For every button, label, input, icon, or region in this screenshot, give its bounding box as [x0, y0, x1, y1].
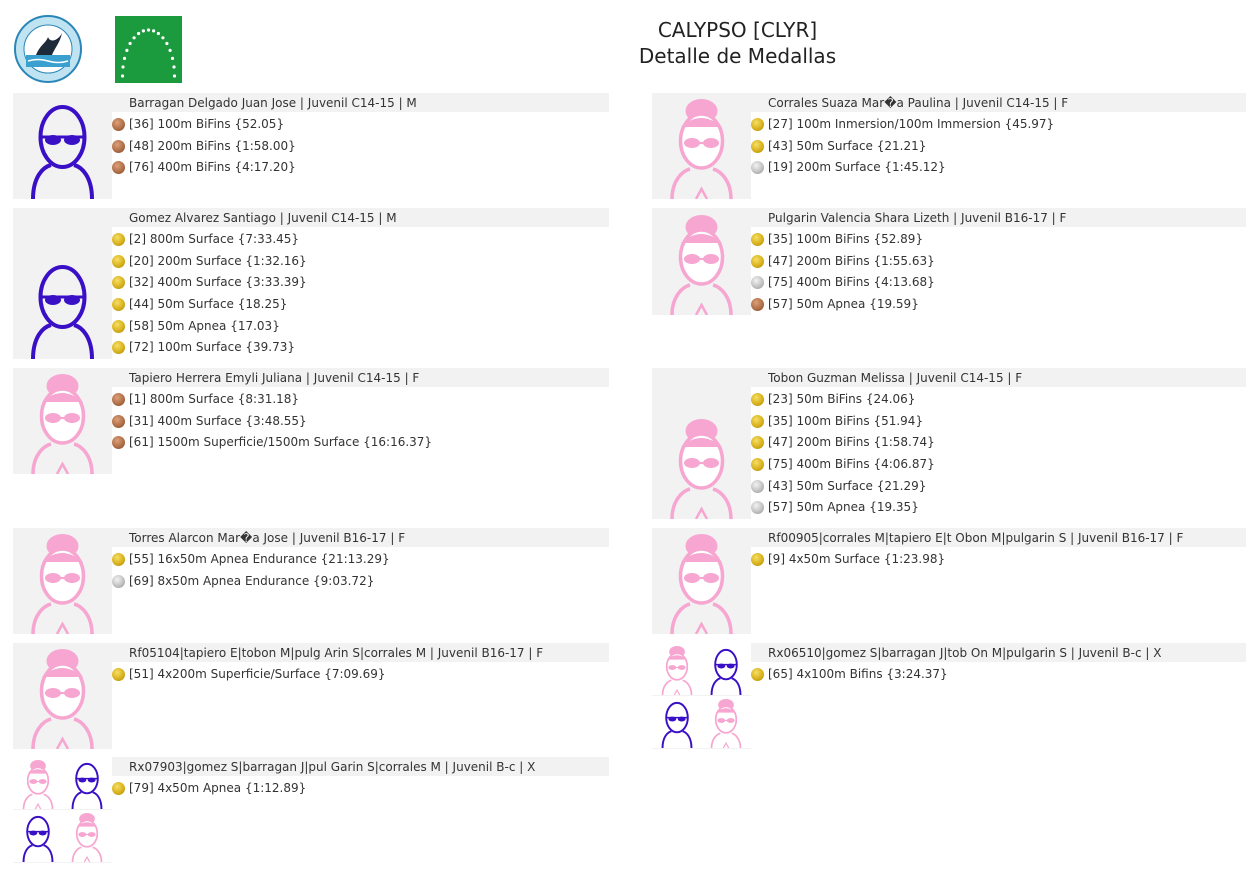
medal-item: [112, 157, 296, 179]
medal-text: [35] 100m BiFins {51.94}: [768, 413, 924, 428]
female-avatar-icon: [13, 528, 112, 634]
medal-item: [112, 411, 432, 433]
bronze-medal-icon: [112, 393, 125, 406]
female-avatar-icon: [62, 810, 112, 862]
medal-item: [112, 136, 296, 158]
flag-star: [142, 29, 145, 32]
athlete-name: Rx06510|gomez S|barragan J|tob On M|pulgarin S | Juvenil B-c | X: [751, 643, 1246, 662]
flag-star: [121, 65, 124, 68]
gold-medal-icon: [112, 341, 125, 354]
gold-medal-icon: [751, 415, 764, 428]
medal-text: [76] 400m BiFins {4:17.20}: [129, 160, 296, 175]
medal-text: [57] 50m Apnea {19.59}: [768, 297, 919, 312]
female-avatar-icon: [13, 757, 63, 809]
gold-medal-icon: [751, 233, 764, 246]
medal-text: [75] 400m BiFins {4:06.87}: [768, 457, 935, 472]
gold-medal-icon: [112, 553, 125, 566]
medal-item: [751, 294, 935, 316]
athlete-avatar: [13, 208, 112, 359]
gold-medal-icon: [112, 255, 125, 268]
male-avatar-icon: [13, 253, 112, 359]
flag-star: [172, 65, 175, 68]
medal-list: [112, 114, 296, 179]
bronze-medal-icon: [112, 415, 125, 428]
medal-item: [751, 136, 1054, 158]
medal-text: [1] 800m Surface {8:31.18}: [129, 392, 300, 406]
medal-item: [751, 432, 935, 454]
athlete-card: [652, 643, 1246, 749]
male-avatar-icon: [13, 93, 112, 199]
medal-text: [44] 50m Surface {18.25}: [129, 297, 288, 312]
bronze-medal-icon: [112, 436, 125, 449]
flag-star: [169, 49, 172, 52]
medal-item: [112, 294, 307, 316]
silver-medal-icon: [751, 480, 764, 493]
medal-list: [112, 389, 432, 454]
medal-text: [19] 200m Surface {1:45.12}: [768, 160, 946, 175]
medal-item: [751, 411, 935, 433]
athlete-card: [652, 93, 1246, 199]
athlete-avatar: [652, 208, 751, 315]
medal-item: [751, 157, 1054, 179]
gold-medal-icon: [112, 782, 125, 795]
gold-medal-icon: [751, 255, 764, 268]
bronze-medal-icon: [112, 140, 125, 153]
athlete-card: [13, 528, 609, 634]
silver-medal-icon: [751, 161, 764, 174]
gold-medal-icon: [751, 118, 764, 131]
medal-item: [751, 454, 935, 476]
medal-text: [20] 200m Surface {1:32.16}: [129, 253, 307, 268]
gold-medal-icon: [112, 298, 125, 311]
report-header: [0, 0, 1246, 90]
gold-medal-icon: [112, 276, 125, 289]
medal-text: [75] 400m BiFins {4:13.68}: [768, 275, 935, 290]
medal-text: [32] 400m Surface {3:33.39}: [129, 275, 307, 290]
medal-text: [51] 4x200m Superficie/Surface {7:09.69}: [129, 667, 386, 681]
gold-medal-icon: [751, 458, 764, 471]
male-avatar-icon: [13, 810, 63, 862]
medal-text: [43] 50m Surface {21.21}: [768, 138, 927, 153]
gold-medal-icon: [112, 233, 125, 246]
medal-text: [57] 50m Apnea {19.35}: [768, 500, 919, 515]
female-avatar-icon: [652, 413, 751, 519]
female-avatar-icon: [652, 643, 702, 695]
medal-list: [112, 229, 307, 359]
female-avatar-icon: [652, 209, 751, 315]
flag-star: [123, 57, 126, 60]
medal-list: [751, 114, 1054, 179]
flag-star: [121, 74, 124, 77]
medal-text: [65] 4x100m Bifins {3:24.37}: [768, 667, 948, 681]
flag-star: [125, 49, 128, 52]
athlete-card: [652, 528, 1246, 634]
medal-item: [751, 251, 935, 273]
flag-star: [171, 57, 174, 60]
athlete-name: Tobon Guzman Melissa | Juvenil C14-15 | F: [751, 368, 1246, 387]
gold-medal-icon: [751, 553, 764, 566]
athlete-name: Rx07903|gomez S|barragan J|pul Garin S|corrales M | Juvenil B-c | X: [112, 757, 609, 776]
medal-item: [112, 229, 307, 251]
page-title: CALYPSO [CLYR]: [657, 18, 818, 42]
bronze-medal-icon: [112, 161, 125, 174]
gold-medal-icon: [112, 668, 125, 681]
gold-medal-icon: [751, 668, 764, 681]
athlete-card: [13, 208, 609, 359]
medal-text: [58] 50m Apnea {17.03}: [129, 318, 280, 333]
medal-item: [112, 778, 306, 800]
medal-item: [112, 272, 307, 294]
female-avatar-icon: [13, 643, 112, 749]
female-avatar-icon: [652, 93, 751, 199]
medal-text: [43] 50m Surface {21.29}: [768, 478, 927, 493]
flag-star: [152, 29, 155, 32]
medal-list: [112, 549, 390, 592]
bronze-medal-icon: [112, 118, 125, 131]
athlete-card: [652, 208, 1246, 315]
medal-text: [47] 200m BiFins {1:58.74}: [768, 435, 935, 450]
green-flag-star-arch-icon: [115, 16, 182, 83]
medal-text: [72] 100m Surface {39.73}: [129, 340, 296, 355]
medal-text: [61] 1500m Superficie/1500m Surface {16:16.37}: [129, 435, 433, 450]
athlete-name: Rf00905|corrales M|tapiero E|t Obon M|pulgarin S | Juvenil B16-17 | F: [751, 528, 1246, 547]
medal-list: [112, 778, 306, 800]
athlete-name: Rf05104|tapiero E|tobon M|pulg Arin S|corrales M | Juvenil B16-17 | F: [112, 643, 609, 662]
medal-text: [48] 200m BiFins {1:58.00}: [129, 138, 296, 153]
gold-medal-icon: [751, 436, 764, 449]
female-avatar-icon: [701, 696, 751, 748]
athlete-name: Gomez Alvarez Santiago | Juvenil C14-15 | M: [112, 208, 609, 227]
silver-medal-icon: [751, 276, 764, 289]
athlete-card: [13, 368, 609, 474]
gold-medal-icon: [751, 140, 764, 153]
flag-star: [173, 74, 176, 77]
athlete-name: Barragan Delgado Juan Jose | Juvenil C14-15 | M: [112, 93, 609, 112]
athlete-name: Pulgarin Valencia Shara Lizeth | Juvenil B16-17 | F: [751, 208, 1246, 227]
athlete-name: Corrales Suaza Mar�a Paulina | Juvenil C14-15 | F: [751, 93, 1246, 112]
medal-text: [2] 800m Surface {7:33.45}: [129, 232, 300, 246]
medal-text: [9] 4x50m Surface {1:23.98}: [768, 552, 946, 566]
flag-star: [129, 42, 132, 45]
medal-item: [751, 476, 935, 498]
medal-text: [23] 50m BiFins {24.06}: [768, 392, 916, 406]
medal-text: [31] 400m Surface {3:48.55}: [129, 413, 307, 428]
athlete-avatar: [13, 643, 112, 749]
medal-item: [112, 432, 432, 454]
medal-item: [112, 664, 386, 686]
medal-item: [112, 114, 296, 136]
athlete-avatar: [13, 368, 112, 474]
whale-tail-logo-icon: [14, 15, 82, 83]
medal-item: [112, 549, 390, 571]
flag-star: [165, 42, 168, 45]
medal-item: [112, 571, 390, 593]
athlete-name: Torres Alarcon Mar�a Jose | Juvenil B16-17 | F: [112, 528, 609, 547]
medal-item: [751, 389, 935, 411]
medal-list: [751, 229, 935, 316]
athlete-avatar: [13, 93, 112, 199]
gold-medal-icon: [751, 393, 764, 406]
medal-text: [69] 8x50m Apnea Endurance {9:03.72}: [129, 573, 375, 588]
flag-star: [137, 32, 140, 35]
medal-item: [751, 229, 935, 251]
athlete-card: [13, 757, 609, 863]
gold-medal-icon: [112, 320, 125, 333]
medal-item: [751, 549, 945, 571]
flag-star: [133, 36, 136, 39]
female-avatar-icon: [13, 368, 112, 474]
medal-text: [55] 16x50m Apnea Endurance {21:13.29}: [129, 552, 390, 566]
flag-star: [161, 36, 164, 39]
male-avatar-icon: [701, 643, 751, 695]
medal-text: [36] 100m BiFins {52.05}: [129, 117, 285, 131]
medal-item: [112, 251, 307, 273]
athlete-avatar: [652, 528, 751, 634]
athlete-avatar: [652, 93, 751, 199]
flag-star: [147, 28, 150, 31]
medal-text: [47] 200m BiFins {1:55.63}: [768, 253, 935, 268]
athlete-avatar: [13, 528, 112, 634]
medal-item: [112, 389, 432, 411]
male-avatar-icon: [652, 696, 702, 748]
medal-item: [751, 114, 1054, 136]
silver-medal-icon: [751, 501, 764, 514]
silver-medal-icon: [112, 575, 125, 588]
flag-star: [157, 32, 160, 35]
athlete-card: [13, 93, 609, 199]
athlete-avatar: [652, 643, 751, 749]
page-subtitle: Detalle de Medallas: [638, 44, 837, 68]
medal-text: [79] 4x50m Apnea {1:12.89}: [129, 781, 307, 795]
medal-list: [751, 664, 948, 686]
medal-text: [35] 100m BiFins {52.89}: [768, 232, 924, 246]
athlete-name: Tapiero Herrera Emyli Juliana | Juvenil C14-15 | F: [112, 368, 609, 387]
medal-item: [112, 316, 307, 338]
male-avatar-icon: [62, 757, 112, 809]
athlete-avatar: [13, 757, 112, 863]
medal-list: [751, 389, 935, 519]
medal-text: [27] 100m Inmersion/100m Immersion {45.97}: [768, 117, 1055, 131]
bronze-medal-icon: [751, 298, 764, 311]
medal-item: [751, 497, 935, 519]
athlete-avatar: [652, 368, 751, 519]
medal-item: [112, 337, 307, 359]
female-avatar-icon: [652, 528, 751, 634]
medal-item: [751, 272, 935, 294]
athlete-card: [652, 368, 1246, 519]
medal-list: [751, 549, 945, 571]
athlete-card: [13, 643, 609, 749]
medal-list: [112, 664, 386, 686]
medal-item: [751, 664, 948, 686]
